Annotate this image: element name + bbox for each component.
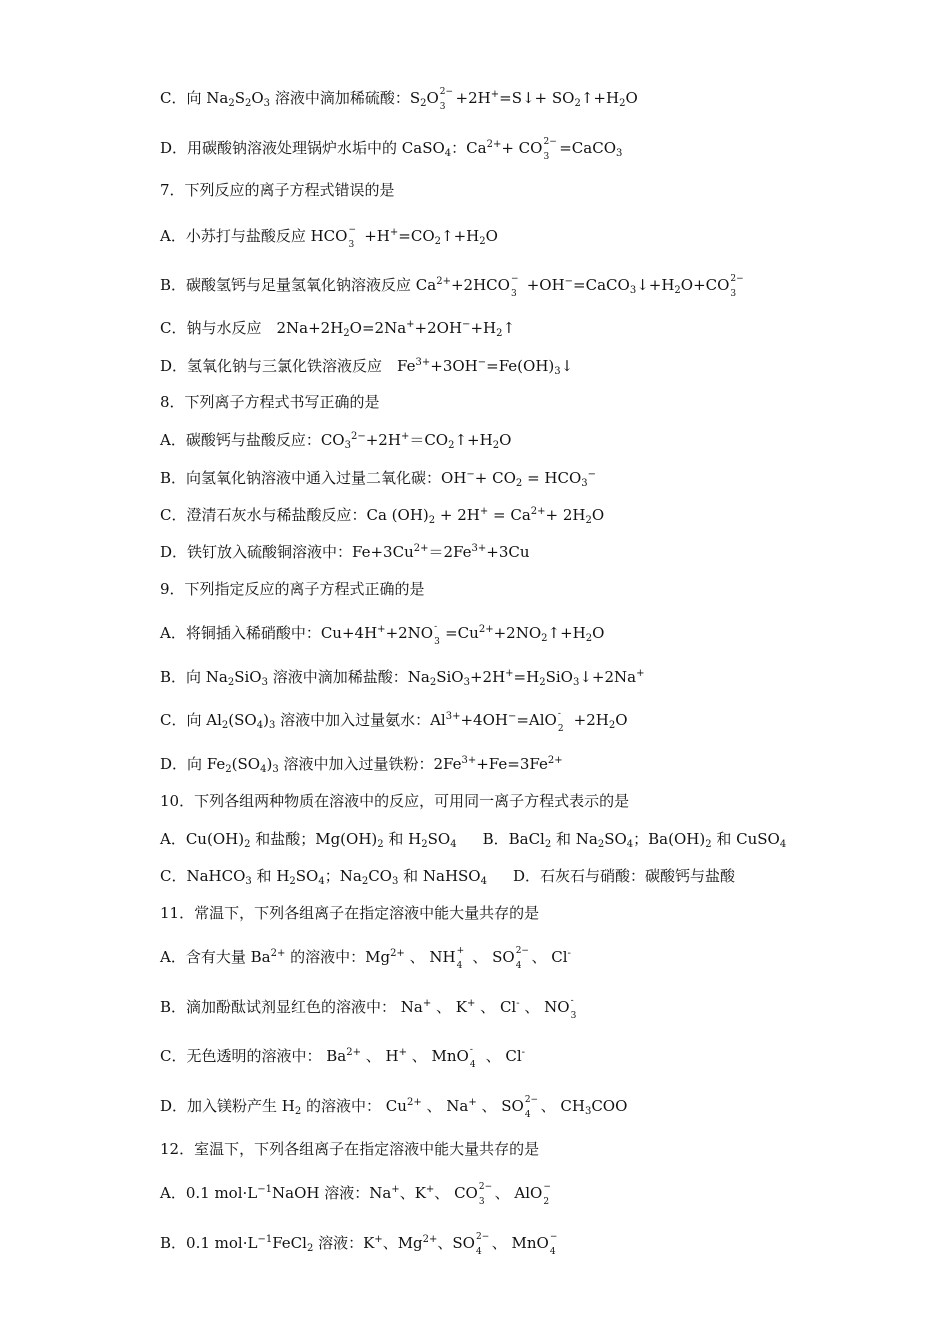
question-9: 9．下列指定反应的离子方程式正确的是 (160, 580, 425, 598)
option-9c: C．向 $Al_2(SO_4)_3$ 溶液中加入过量氨水：$Al^{3+}+4OH^-=AlO$ - 2 $+2H_2O$ (160, 709, 628, 734)
option-6c: C．向 $Na_2S_2O_3$ 溶液中滴加稀硫酸：$S_2O$ 2− 3 +2H+=S↓+ $SO_2↑+H_2O$ (160, 87, 638, 112)
question-8: 8．下列离子方程式书写正确的是 (160, 393, 380, 411)
option-9b: B．向 $Na_2SiO_3$ 溶液中滴加稀盐酸：$Na_2SiO_3+2H^+=H_2SiO_3↓+2Na^+$ (160, 668, 645, 688)
option-12b: B．0.1 $mol\cdot L^{-1}FeCl_2$ 溶液：K+、$Mg^{2+}$、SO 2− 4 、 MnO − 4 (160, 1232, 558, 1257)
option-9a: A．将铜插入稀硝酸中：Cu+4H++2NO - 3 $=Cu^{2+}+2NO_2↑+H_2O$ (160, 622, 605, 647)
question-11: 11．常温下，下列各组离子在指定溶液中能大量共存的是 (160, 904, 540, 922)
question-10: 10．下列各组两种物质在溶液中的反应，可用同一离子方程式表示的是 (160, 792, 630, 810)
option-6d: D．用碳酸钠溶液处理锅炉水垢中的 CaSO$_4$：$Ca^{2+}+$ CO 2− 3 =CaCO$_3$ (160, 137, 623, 162)
option-7d: D．氢氧化钠与三氯化铁溶液反应 $Fe^{3+}+3OH^-=Fe(OH)_3↓$ (160, 357, 574, 377)
option-9d: D．向 $Fe_2(SO_4)_3$ 溶液中加入过量铁粉：$2Fe^{3+}+Fe=3Fe^{2+}$ (160, 755, 563, 775)
options-10cd: C．NaHCO$_3$ 和 $H_2SO_4$；$Na_2CO_3$ 和 NaHSO$_4$ D．石灰石与硝酸：碳酸钙与盐酸 (160, 867, 736, 887)
question-12: 12．室温下，下列各组离子在指定溶液中能大量共存的是 (160, 1140, 540, 1158)
option-7a: A．小苏打与盐酸反应 HCO − 3 $+H^+=CO_2↑+H_2O$ (160, 225, 498, 250)
option-8d: D．铁钉放入硫酸铜溶液中：$Fe+3Cu^{2+}=2Fe^{3+}+3Cu$ (160, 543, 530, 561)
option-12a: A．0.1 $mol\cdot L^{-1}NaOH$ 溶液：Na+、K+、 CO 2− 3 、 AlO − 2 (160, 1182, 551, 1207)
question-7: 7．下列反应的离子方程式错误的是 (160, 181, 395, 199)
option-8c: C．澄清石灰水与稀盐酸反应：Ca $(OH)_2 + 2H^+ = Ca^{2+}+ 2H_2O$ (160, 506, 605, 526)
option-11b: B．滴加酚酞试剂显红色的溶液中： Na+ 、 K+ 、 Cl- 、 NO - 3 (160, 996, 577, 1021)
options-10ab: A．$Cu(OH)_2$ 和盐酸；$Mg(OH)_2$ 和 $H_2SO_4$ B．BaCl$_2$ 和 $Na_2SO_4$；$Ba(OH)_2$ 和 CuSO$_4$ (160, 830, 787, 850)
option-11d: D．加入镁粉产生 $H_2$ 的溶液中： $Cu^{2+}$ 、 Na+ 、 SO 2− 4 、 $CH_3COO$ (160, 1095, 628, 1120)
option-11c: C．无色透明的溶液中： $Ba^{2+}$ 、 H+ 、 MnO - 4 、 Cl- (160, 1045, 526, 1070)
option-7b: B．碳酸氢钙与足量氢氧化钠溶液反应 $Ca^{2+}+2HCO$ − 3 $+OH^-=CaCO_3↓+H_2O+CO$ 2− 3 (160, 274, 744, 299)
option-8b: B．向氢氧化钠溶液中通入过量二氧化碳：$OH^-+ CO_2 = HCO_3^-$ (160, 469, 597, 489)
option-11a: A．含有大量 $Ba^{2+}$ 的溶液中：$Mg^{2+}$ 、 NH + 4 、 SO 2− 4 、 Cl- (160, 946, 571, 971)
option-8a: A．碳酸钙与盐酸反应：$CO_3^{2-}+2H^+=CO_2↑+H_2O$ (160, 431, 512, 451)
option-7c: C．钠与水反应 $2Na+2H_2O=2Na^++2OH^-+H_2↑$ (160, 319, 516, 339)
